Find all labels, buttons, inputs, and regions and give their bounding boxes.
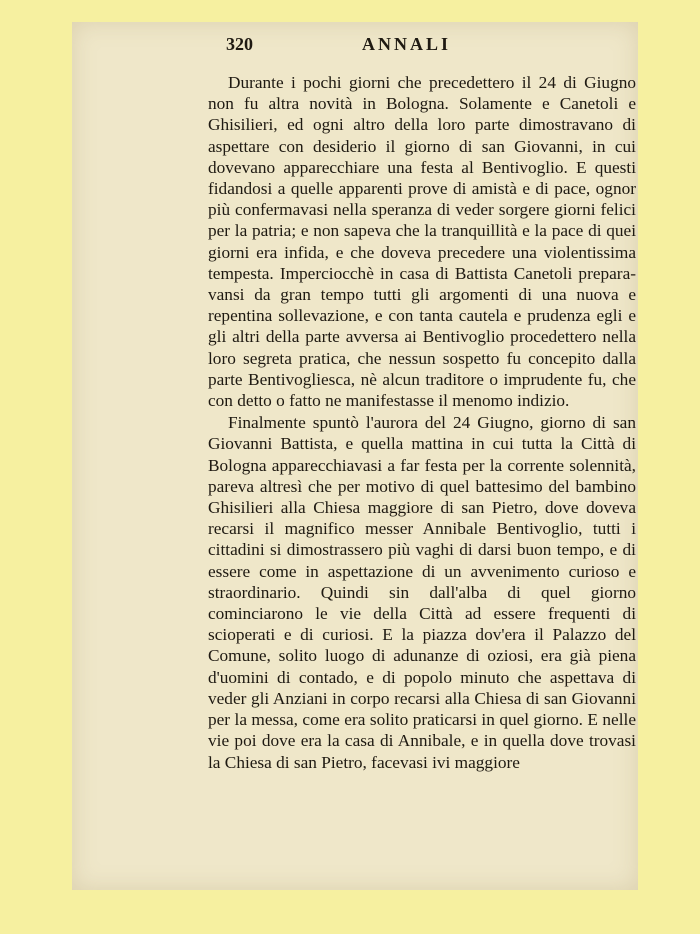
body-text <box>208 72 636 773</box>
page-number: 320 <box>226 34 253 54</box>
page-header <box>72 34 638 58</box>
running-title: ANNALI <box>362 34 452 54</box>
paragraph: Durante i pochi giorni che precedettero il 24 di Giugno non fu altra novità in Bologna. Solamente e Canetoli e Ghisilieri, ed ogni altro della loro parte dimostravano di aspettare con desiderio il giorno di san Giovanni, in cui dovevano apparecchiare una festa al Bentivoglio. E questi fidandosi a quelle apparenti prove di amistà e di pace, ognor più confermavasi nella speranza di veder sorgere giorni felici per la patria; e non sapeva che la tranquillità e la pace di quei giorni era infida, e che doveva precedere una violentissima tempesta. Imperciocchè in casa di Battista Canetoli preparavansi da gran tempo tutti gli argomenti di una nuova e repentina sollevazione, e con tanta cautela e prudenza egli e gli altri della parte avversa ai Bentivoglio procedettero nella loro segreta pratica, che nessun sospetto fu concepito dalla parte Bentivogliesca, nè alcun traditore o imprudente fu, che con detto o fatto ne manifestasse il menomo indizio. <box>208 73 636 411</box>
book-page <box>72 22 638 890</box>
paragraph: Finalmente spuntò l'aurora del 24 Giugno, giorno di san Giovanni Battista, e quella mattina in cui tutta la Città di Bologna apparecchiavasi a far festa per la corrente solennità, pareva altresì che per motivo di quel battesimo del bambino Ghisilieri alla Chiesa maggiore di san Pietro, dove doveva recarsi il magnifico messer Annibale Bentivoglio, tutti i cittadini si dimostrassero più vaghi di darsi buon tempo, e di essere come in aspettazione di un avvenimento curioso e straordinario. Quindi sin dall'alba di quel giorno cominciarono le vie della Città ad essere frequenti di scioperati e di curiosi. E la piazza dov'era il Palazzo del Comune, solito luogo di adunanze di oziosi, era già piena d'uomini di contado, e di popolo minuto che aspettava di veder gli Anziani in corpo recarsi alla Chiesa di san Giovanni per la messa, come era solito praticarsi in quel giorno. E nelle vie poi dove era la casa di Annibale, e in quella dove trovasi la Chiesa di san Pietro, facevasi ivi maggiore <box>208 413 636 772</box>
